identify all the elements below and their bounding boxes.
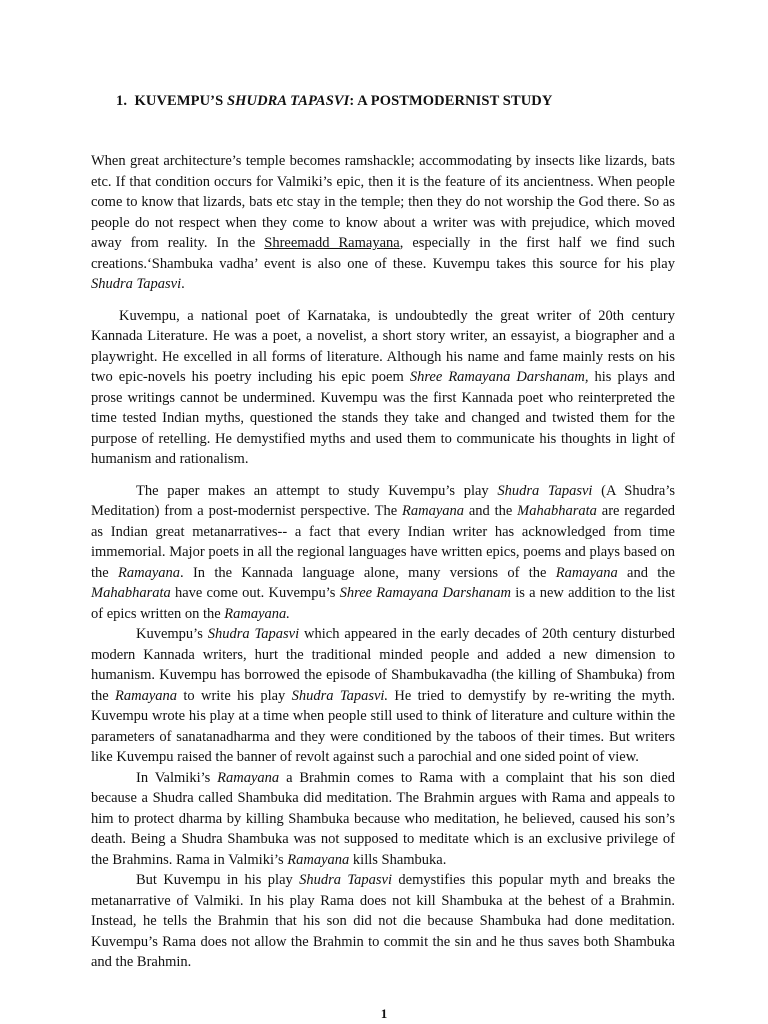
paragraph-5: In Valmiki’s Ramayana a Brahmin comes to Rama with a complaint that his son died because a Shudra called Shambuka did meditation. The Brahmin argues with Rama and appeals to him to protect dharma by killing Shambuka because who meditation, he believed, caused his son’s death. Being a Shudra Shambuka was not supposed to meditate which is an exclusive privilege of the Brahmins. Rama in Valmiki’s Ramayana kills Shambuka. bbox=[91, 769, 676, 868]
page-number: 1 bbox=[380, 1006, 388, 1021]
heading-number: 1. bbox=[116, 93, 128, 109]
shreemadd-ramayana-link: Shreemadd Ramayana bbox=[264, 235, 400, 251]
heading-pre: KUVEMPU’S bbox=[134, 93, 227, 109]
paragraph-3: The paper makes an attempt to study Kuvempu’s play Shudra Tapasvi (A Shudra’s Meditation) from a post-modernist perspective. The Ramayana and the Mahabharata are regarded as Indian great metanarratives-- a fact that every Indian writer has acknowledged from time immemorial. Major poets in all the regional languages have written epics, poems and plays based on the Ramayana. In the Kannada language alone, many versions of the Ramayana and the Mahabharata have come out. Kuvempu’s Shree Ramayana Darshanam is a new addition to the list of epics written on the Ramayana. bbox=[91, 482, 676, 622]
article-body bbox=[91, 151, 675, 973]
paragraph-2: Kuvempu, a national poet of Karnataka, is undoubtedly the great writer of 20th century Kannada Literature. He was a poet, a novelist, a short story writer, an essayist, a biographer and a playwright. He excelled in all forms of literature. Although his name and fame mainly rests on his two epic-novels his poetry including his epic poem Shree Ramayana Darshanam, his plays and prose writings cannot be undermined. Kuvempu was the first Kannada poet who reinterpreted the time tested Indian myths, questioned the stands they take and changed and twisted them for the purpose of retelling. He demystified myths and used them to communicate his thoughts in light of humanism and rationalism. bbox=[91, 307, 676, 467]
paragraph-6: But Kuvempu in his play Shudra Tapasvi demystifies this popular myth and breaks the metanarrative of Valmiki. In his play Rama does not kill Shambuka at the behest of a Brahmin. Instead, he tells the Brahmin that his son did not die because Shambuka had done meditation. Kuvempu’s Rama does not allow the Brahmin to commit the sin and he thus saves both Shambuka and the Brahmin. bbox=[91, 872, 675, 970]
paragraph-4: Kuvempu’s Shudra Tapasvi which appeared in the early decades of 20th century disturbed modern Kannada writers, hurt the traditional minded people and added a new dimension to humanism. Kuvempu has borrowed the episode of Shambukavadha (the killing of Shambuka) from the Ramayana to write his play Shudra Tapasvi. He tried to demystify by re-writing the myth. Kuvempu wrote his play at a time when people still used to think of literature and culture within the parameters of sanatanadharma and they were conditioned by the taboos of their times. But writers like Kuvempu raised the banner of revolt against such a parochial and one sided point of view. bbox=[91, 626, 676, 765]
page-title bbox=[116, 93, 716, 110]
heading-post: : A POSTMODERNIST STUDY bbox=[349, 93, 553, 109]
paragraph-1: When great architecture’s temple becomes ramshackle; accommodating by insects like lizards, bats etc. If that condition occurs for Valmiki’s epic, then it is the feature of its ancientness. When people come to know that lizards, bats etc stay in the temple; then they do not worship the God there. So as people do not respect when they come to know about a writer was with prejudice, which moved away from reality. In the Shreemadd Ramayana, especially in the first half we find such creations.‘Shambuka vadha’ event is also one of these. Kuvempu takes this source for his play Shudra Tapasvi. bbox=[91, 153, 676, 292]
heading-play-title: SHUDRA TAPASVI bbox=[226, 93, 350, 109]
